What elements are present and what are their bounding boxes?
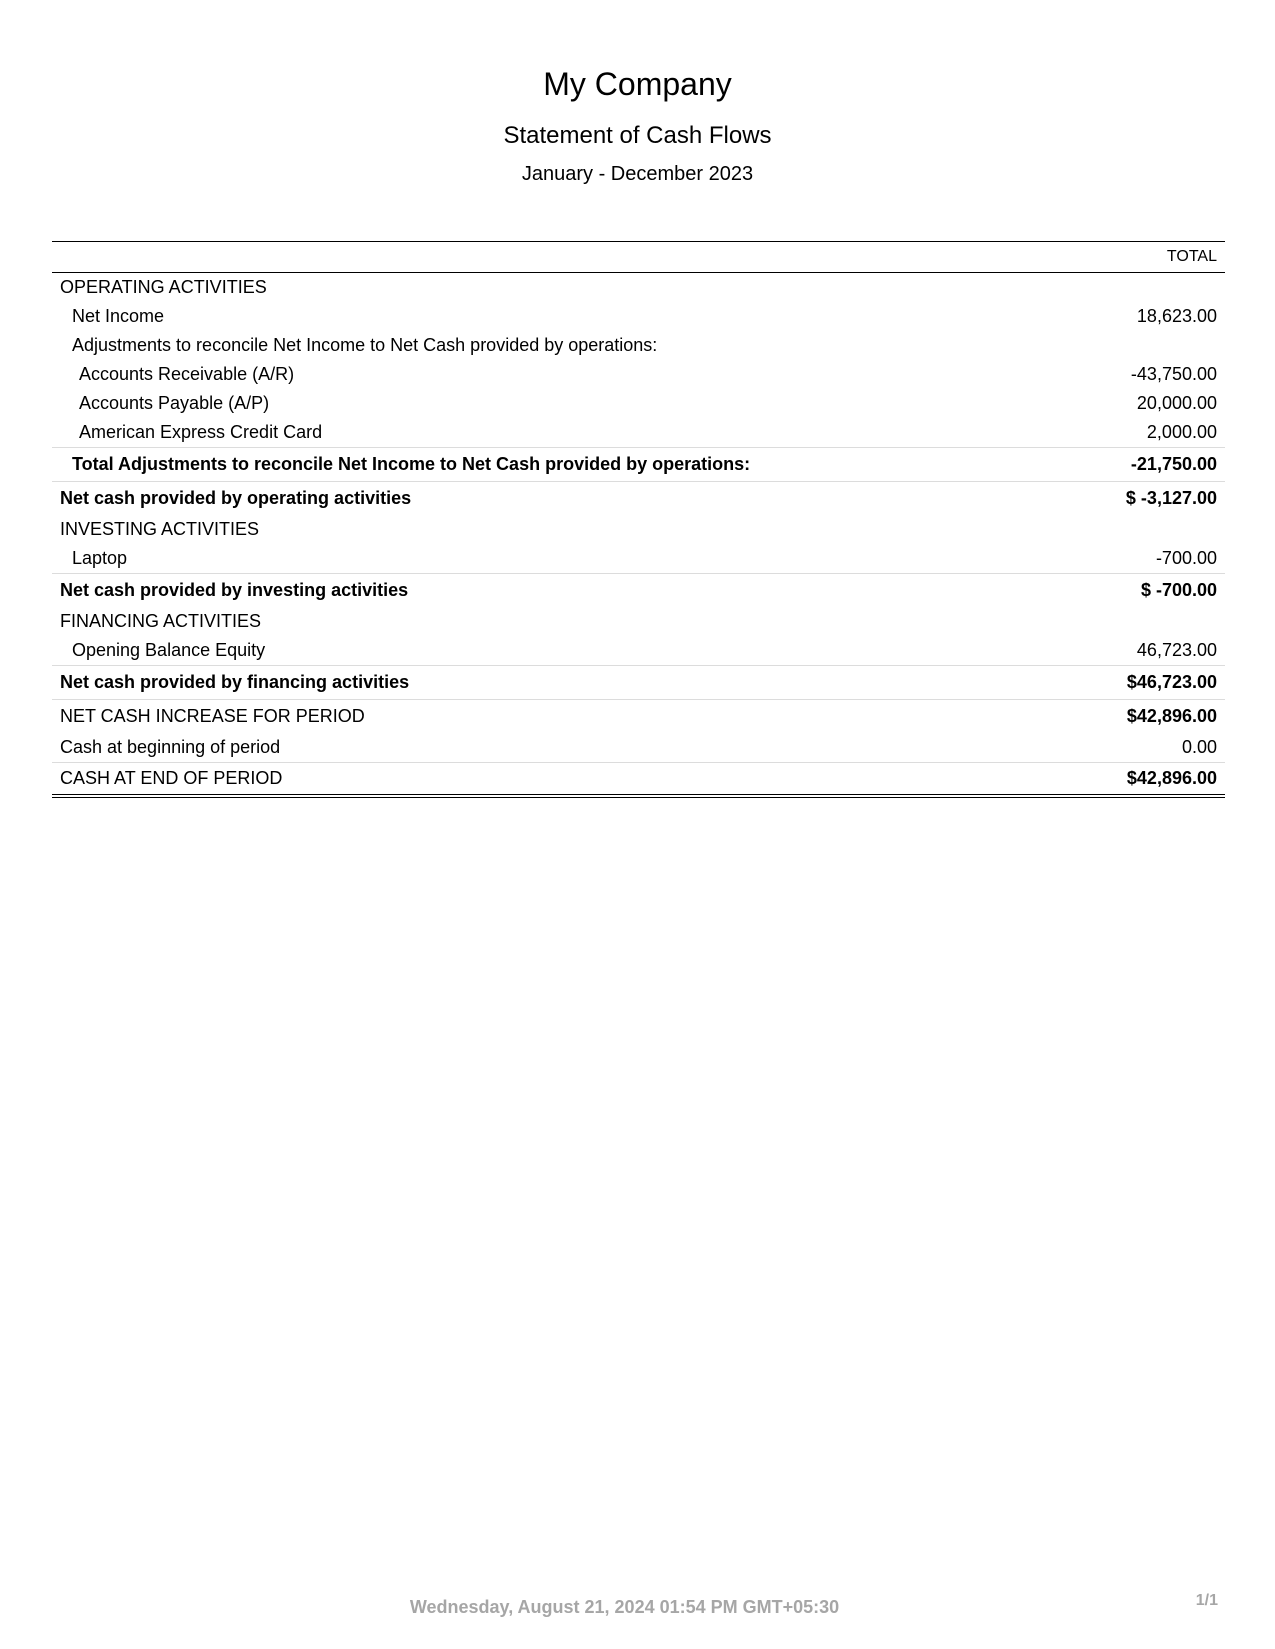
cash-flow-table: [52, 241, 1225, 798]
row-label: Accounts Payable (A/P): [79, 393, 270, 413]
row-label: Net Income: [72, 306, 165, 326]
row-value: $46,723.00: [1071, 666, 1225, 700]
table-header-row: [52, 242, 1225, 273]
section-header-operating: [52, 273, 1225, 303]
subtotal-row: [52, 574, 1225, 608]
row-label: Adjustments to reconcile Net Income to Net Cash provided by operations:: [72, 335, 658, 355]
row-value: $ -700.00: [1071, 574, 1225, 608]
row-label: CASH AT END OF PERIOD: [52, 763, 1071, 797]
table-row: [52, 302, 1225, 331]
subtotal-row: [52, 448, 1225, 482]
table-row: [52, 389, 1225, 418]
subtotal-row: [52, 666, 1225, 700]
row-value: $42,896.00: [1071, 763, 1225, 797]
row-label: Accounts Receivable (A/R): [79, 364, 295, 384]
table-row: [52, 360, 1225, 389]
row-value: 46,723.00: [1136, 640, 1217, 660]
section-header-financing: [52, 607, 1225, 636]
row-value: $ -3,127.00: [1071, 482, 1225, 516]
row-label: Cash at beginning of period: [60, 737, 281, 757]
row-value: $42,896.00: [1071, 700, 1225, 734]
row-value: 2,000.00: [1146, 422, 1217, 442]
row-label: Net cash provided by investing activities: [52, 574, 1071, 608]
row-label: Total Adjustments to reconcile Net Income to Net Cash provided by operations:: [52, 448, 1071, 482]
report-title: Statement of Cash Flows: [503, 122, 772, 149]
cash-end-row: [52, 763, 1225, 797]
table-row: [52, 418, 1225, 448]
table-row: [52, 636, 1225, 666]
row-label: Opening Balance Equity: [72, 640, 266, 660]
label-column-header: [52, 242, 1071, 273]
row-label: Net cash provided by operating activities: [52, 482, 1071, 516]
total-column-header: TOTAL: [1071, 242, 1225, 273]
net-increase-row: [52, 700, 1225, 734]
row-label: OPERATING ACTIVITIES: [60, 277, 267, 297]
row-label: American Express Credit Card: [79, 422, 323, 442]
page-number: 1/1: [1195, 1592, 1218, 1609]
row-label: FINANCING ACTIVITIES: [60, 611, 262, 631]
table-row: [52, 331, 1225, 360]
section-header-investing: [52, 515, 1225, 544]
row-value: -21,750.00: [1071, 448, 1225, 482]
row-label: INVESTING ACTIVITIES: [60, 519, 260, 539]
row-value: 18,623.00: [1136, 306, 1217, 326]
row-value: 0.00: [1181, 737, 1217, 757]
table-row: [52, 733, 1225, 763]
table-row: [52, 544, 1225, 574]
row-label: NET CASH INCREASE FOR PERIOD: [52, 700, 1071, 734]
company-name: My Company: [543, 66, 732, 102]
row-value: -700.00: [1155, 548, 1217, 568]
footer-timestamp: Wednesday, August 21, 2024 01:54 PM GMT+05:30: [409, 1597, 840, 1617]
report-period: January - December 2023: [521, 163, 754, 185]
row-value: 20,000.00: [1136, 393, 1217, 413]
row-value: -43,750.00: [1130, 364, 1217, 384]
row-label: Net cash provided by financing activities: [52, 666, 1071, 700]
subtotal-row: [52, 482, 1225, 516]
row-label: Laptop: [72, 548, 128, 568]
